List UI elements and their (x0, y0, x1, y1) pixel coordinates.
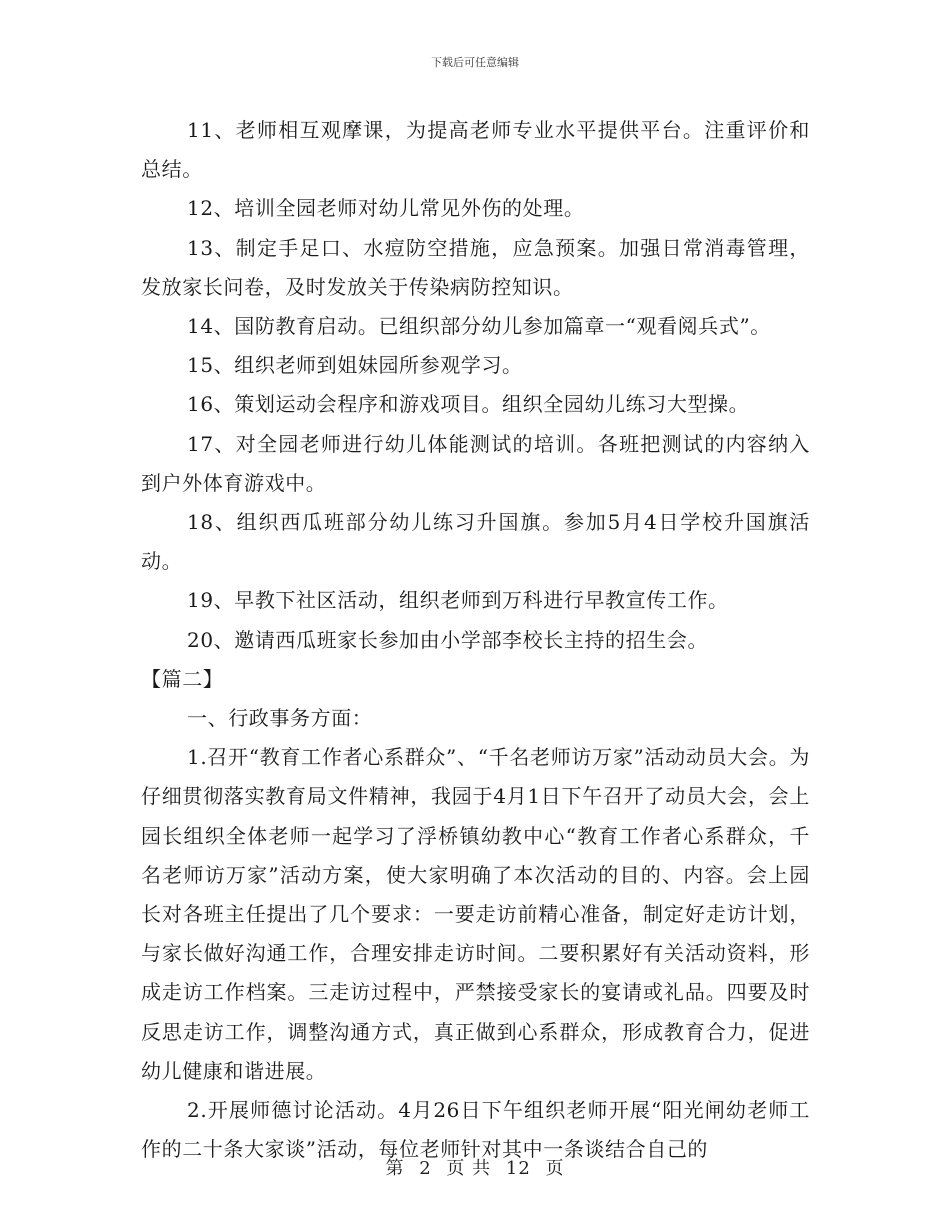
page-footer (0, 1154, 950, 1180)
document-body (141, 111, 810, 1169)
section-subtitle: 一、行政事务方面： (187, 706, 373, 731)
footer-suffix: 页 (545, 1158, 565, 1179)
list-item: 12、培训全园老师对幼儿常见外伤的处理。 (187, 196, 585, 221)
section-title: 【篇二】 (141, 666, 224, 691)
footer-middle: 页 共 (446, 1158, 492, 1179)
footer-current-page: 2 (419, 1158, 432, 1179)
list-item: 16、策划运动会程序和游戏项目。组织全园幼儿练习大型操。 (187, 392, 750, 417)
page-header-note: 下载后可任意编辑 (431, 56, 519, 69)
list-item: 13、制定手足口、水痘防空措施，应急预案。加强日常消毒管理，发放家长问卷，及时发放关于传染病防控知识。 (141, 235, 810, 299)
footer-prefix: 第 (385, 1158, 405, 1179)
list-item: 11、老师相互观摩课，为提高老师专业水平提供平台。注重评价和总结。 (141, 118, 810, 182)
list-item: 14、国防教育启动。已组织部分幼儿参加篇章一“观看阅兵式”。 (187, 314, 771, 339)
list-item: 18、组织西瓜班部分幼儿练习升国旗。参加5月4日学校升国旗活动。 (141, 510, 810, 574)
list-item: 20、邀请西瓜班家长参加由小学部李校长主持的招生会。 (187, 627, 709, 652)
list-item: 17、对全园老师进行幼儿体能测试的培训。各班把测试的内容纳入到户外体育游戏中。 (141, 431, 810, 495)
footer-total-pages: 12 (505, 1158, 531, 1179)
section-paragraph: 1.召开“教育工作者心系群众”、“千名老师访万家”活动动员大会。为仔细贯彻落实教育局文件精神，我园于4月1日下午召开了动员大会，会上园长组织全体老师一起学习了浮桥镇幼教中心“教育工作者心系群众，千名老师访万家”活动方案，使大家明确了本次活动的目的、内容。会上园长对各班主任提出了几个要求：一要走访前精心准备，制定好走访计划，与家长做好沟通工作，合理安排走访时间。二要积累好有关活动资料，形成走访工作档案。三走访过程中，严禁接受家长的宴请或礼品。四要及时反思走访工作，调整沟通方式，真正做到心系群众，形成教育合力，促进幼儿健康和谐进展。 (141, 745, 810, 1083)
list-item: 15、组织老师到姐妹园所参观学习。 (187, 353, 523, 378)
list-item: 19、早教下社区活动，组织老师到万科进行早教宣传工作。 (187, 588, 729, 613)
section-paragraph: 2.开展师德讨论活动。4月26日下午组织老师开展“阳光闸幼老师工作的二十条大家谈”活动，每位老师针对其中一条谈结合自己的 (141, 1098, 810, 1162)
